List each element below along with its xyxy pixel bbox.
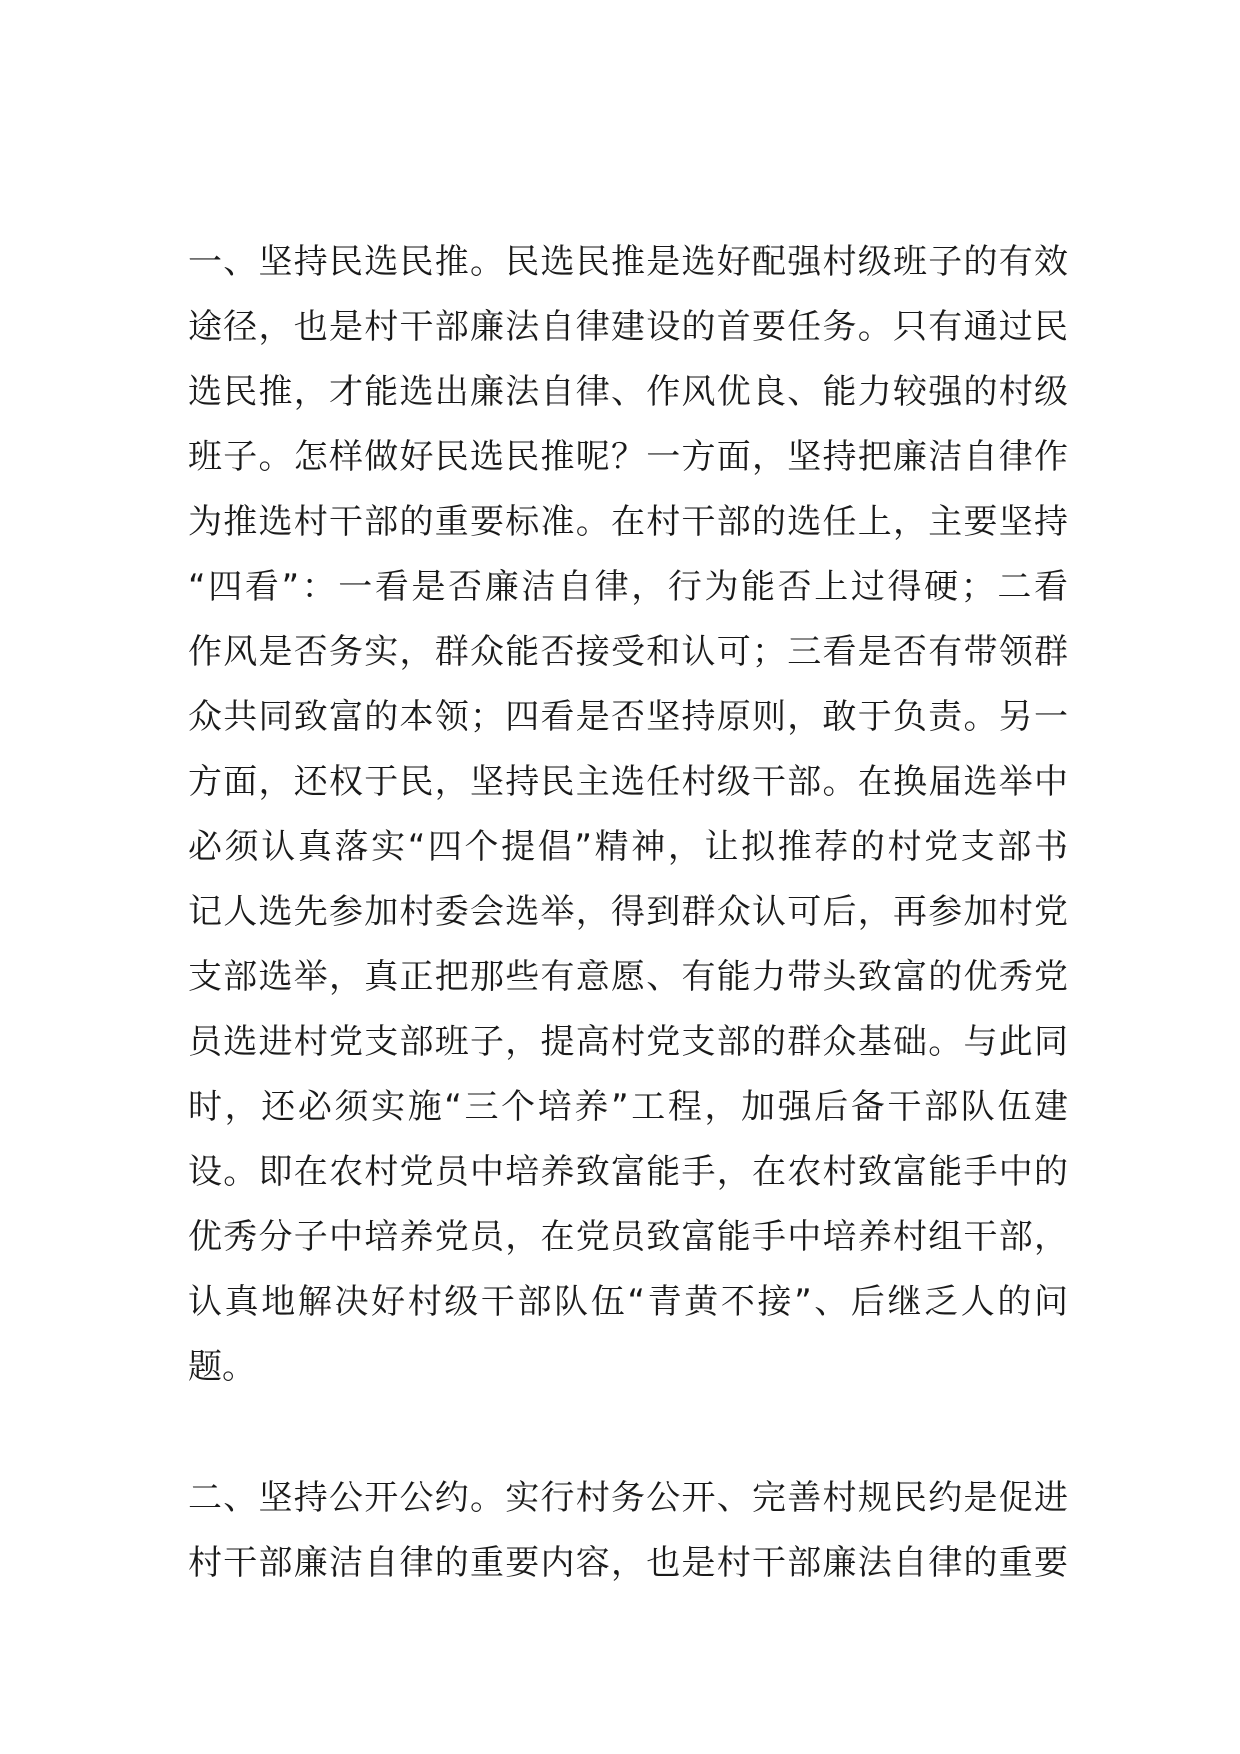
text-line: 员选进村党支部班子，提高村党支部的群众基础。与此同 [188, 1022, 1068, 1062]
text-line: “四看”：一看是否廉洁自律，行为能否上过得硬；二看 [188, 567, 1068, 607]
text-line: 为推选村干部的重要标准。在村干部的选任上，主要坚持 [188, 502, 1068, 542]
text-line: 支部选举，真正把那些有意愿、有能力带头致富的优秀党 [188, 957, 1068, 997]
text-line: 设。即在农村党员中培养致富能手，在农村致富能手中的 [188, 1152, 1068, 1192]
text-line: 优秀分子中培养党员，在党员致富能手中培养村组干部， [188, 1217, 1068, 1257]
text-line: 二、坚持公开公约。实行村务公开、完善村规民约是促进 [188, 1478, 1068, 1518]
text-line: 作风是否务实，群众能否接受和认可；三看是否有带领群 [188, 632, 1068, 672]
paragraph-1 [188, 230, 1068, 1400]
text-line: 认真地解决好村级干部队伍“青黄不接”、后继乏人的问 [188, 1282, 1068, 1322]
text-line: 途径，也是村干部廉法自律建设的首要任务。只有通过民 [188, 307, 1068, 347]
text-line: 村干部廉洁自律的重要内容，也是村干部廉法自律的重要 [188, 1543, 1068, 1583]
text-line: 选民推，才能选出廉法自律、作风优良、能力较强的村级 [188, 372, 1068, 412]
text-line: 记人选先参加村委会选举，得到群众认可后，再参加村党 [188, 892, 1068, 932]
text-line: 必须认真落实“四个提倡”精神，让拟推荐的村党支部书 [188, 827, 1068, 867]
text-line: 一、坚持民选民推。民选民推是选好配强村级班子的有效 [188, 242, 1068, 282]
document-body [188, 230, 1068, 1596]
text-line: 时，还必须实施“三个培养”工程，加强后备干部队伍建 [188, 1087, 1068, 1127]
text-line: 题。 [188, 1347, 256, 1387]
text-line: 众共同致富的本领；四看是否坚持原则，敢于负责。另一 [188, 697, 1068, 737]
text-line: 方面，还权于民，坚持民主选任村级干部。在换届选举中 [188, 762, 1068, 802]
text-line: 班子。怎样做好民选民推呢？一方面，坚持把廉洁自律作 [188, 437, 1068, 477]
paragraph-2 [188, 1466, 1068, 1596]
